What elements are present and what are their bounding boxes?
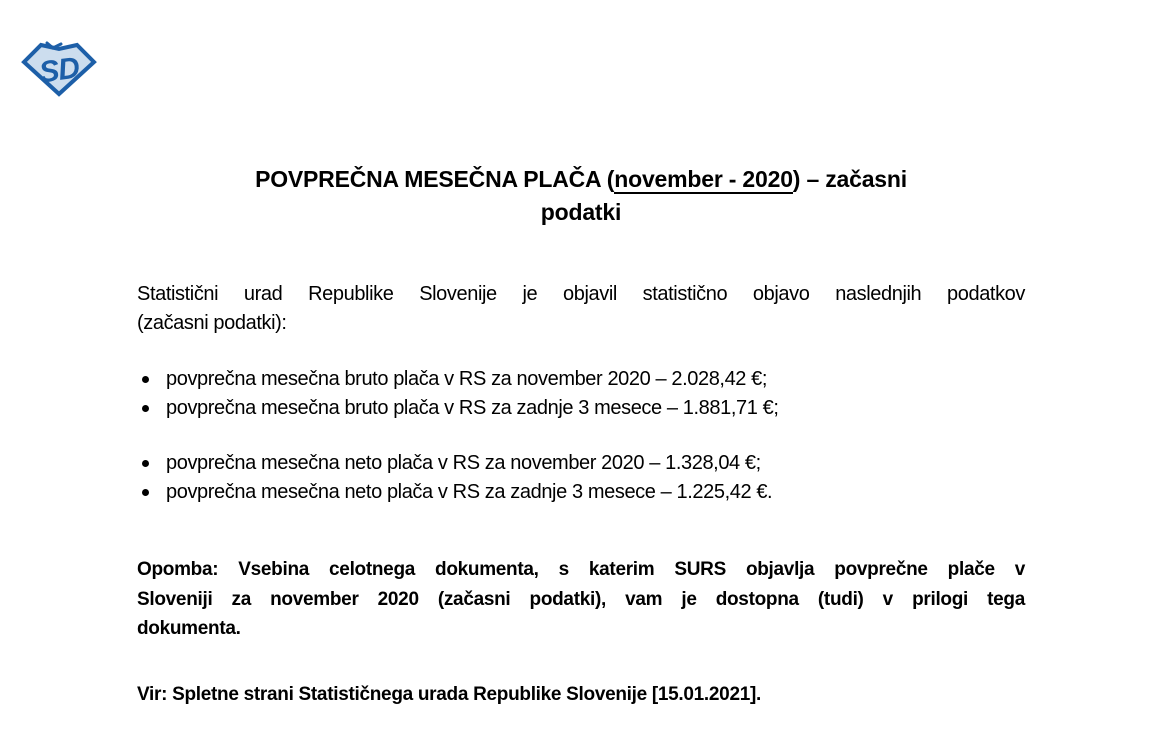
title-line-1 — [137, 163, 1025, 196]
title-prefix: POVPREČNA MESEČNA PLAČA ( — [255, 166, 615, 192]
bullet-text: povprečna mesečna bruto plača v RS za november 2020 – 2.028,42 €; — [166, 368, 768, 390]
bullet-text: povprečna mesečna neto plača v RS za zadnje 3 mesece – 1.225,42 €. — [166, 481, 773, 503]
note-line-3: dokumenta. — [137, 618, 241, 639]
intro-line-2: (začasni podatki): — [137, 312, 287, 334]
title-line-2: podatki — [540, 199, 622, 225]
logo-letters: SD — [37, 51, 82, 90]
list-item-bruto-november — [137, 365, 1025, 394]
list-item-neto-3-mesece — [137, 478, 1025, 507]
sd-union-logo — [20, 40, 98, 98]
title-underlined-period: november - 2020 — [614, 166, 793, 192]
list-item-neto-november — [137, 449, 1025, 478]
intro-paragraph — [137, 280, 1025, 338]
intro-line-1: Statistični urad Republike Slovenije je objavil statistično objavo naslednjih podatkov — [137, 283, 1025, 305]
bullet-text: povprečna mesečna neto plača v RS za november 2020 – 1.328,04 €; — [166, 452, 761, 474]
bullet-icon — [142, 376, 149, 383]
list-item-bruto-3-mesece — [137, 394, 1025, 423]
source-line: Vir: Spletne strani Statističnega urada Republike Slovenije [15.01.2021]. — [137, 684, 761, 705]
bullet-icon — [142, 489, 149, 496]
bullet-icon — [142, 460, 149, 467]
note-line-2: Sloveniji za november 2020 (začasni podatki), vam je dostopna (tudi) v prilogi tega — [137, 588, 1025, 610]
document-title — [137, 163, 1025, 229]
title-suffix: ) – začasni — [792, 166, 907, 192]
note-paragraph — [137, 555, 1025, 644]
bullet-text: povprečna mesečna bruto plača v RS za zadnje 3 mesece – 1.881,71 €; — [166, 397, 779, 419]
bullet-list-bruto — [137, 365, 1025, 423]
bullet-icon — [142, 405, 149, 412]
bullet-list-neto — [137, 449, 1025, 507]
note-line-1: Opomba: Vsebina celotnega dokumenta, s katerim SURS objavlja povprečne plače v — [137, 559, 1025, 580]
